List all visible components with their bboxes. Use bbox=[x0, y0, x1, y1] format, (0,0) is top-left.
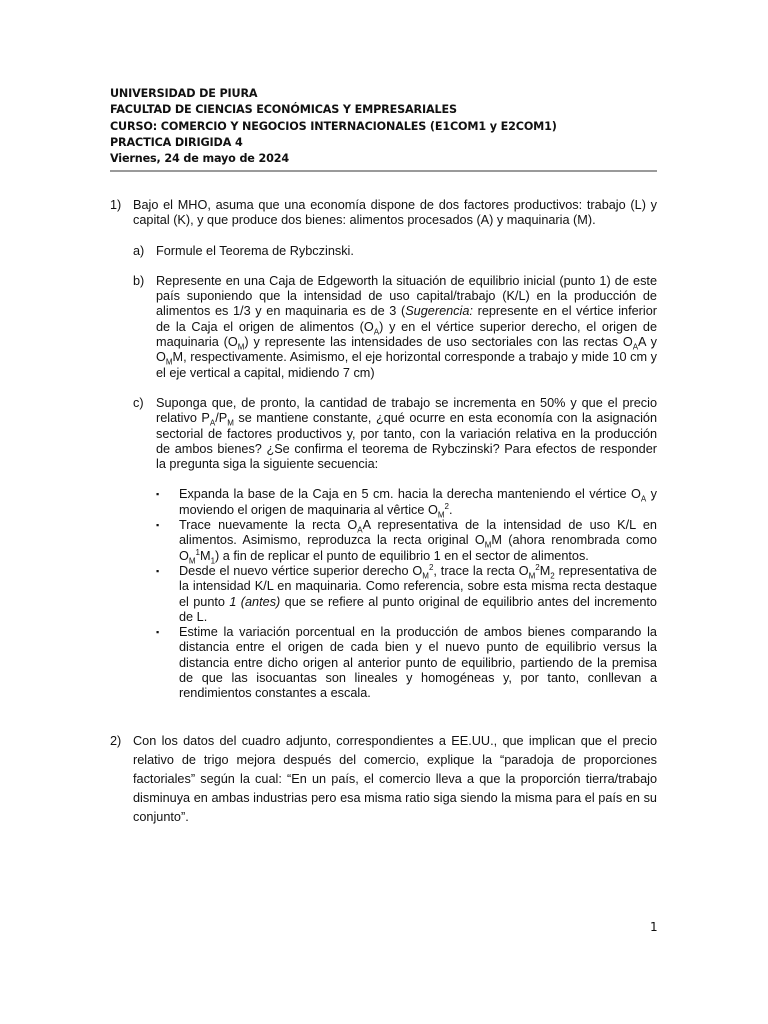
subquestion-text: Represente en una Caja de Edgeworth la situación de equilibrio inicial (punto 1) de este país suponiendo que la intensidad de uso capital/trabajo (K/L) en la producción de alimentos es 1/3 y en maquinaria es de 3 (Sugerencia: represente en el vértice inferior de la Caja el origen de alimentos $(O_A)$ y en el vértice superior derecho, el origen de maquinaria $(O_M)$ y represente las intensidades de uso sectoriales con las rectas $O_AA$ y $O_MM$, respectivamente. Asimismo, el eje horizontal corresponde a trabajo y mide 10 cm y el eje vertical a capital, midiendo 7 cm) bbox=[156, 273, 658, 380]
subquestion-label: c) bbox=[133, 395, 144, 410]
question-1a bbox=[133, 244, 657, 259]
list-item bbox=[156, 625, 657, 701]
question-1 bbox=[110, 198, 657, 702]
list-item-text: Expanda la base de la Caja en 5 cm. hacia la derecha manteniendo el vértice $O_A$ y moviendo el origen de maquinaria al vêrtice $O_M^2$. bbox=[179, 487, 657, 520]
list-item bbox=[156, 518, 657, 564]
question-1-content bbox=[133, 198, 657, 702]
question-1c bbox=[133, 396, 657, 702]
subquestion-label: b) bbox=[133, 273, 145, 288]
subquestion-text: Formule el Teorema de Rybczinski. bbox=[156, 243, 354, 258]
question-number: 1) bbox=[110, 198, 122, 212]
subquestion-content bbox=[156, 396, 657, 702]
document-date: Viernes, 24 de mayo de 2024 bbox=[110, 152, 290, 166]
page-number: 1 bbox=[650, 920, 658, 934]
subquestion-text: Suponga que, de pronto, la cantidad de trabajo se incrementa en 50% y que el precio relativo $P_A/P_M$ se mantiene constante, ¿qué ocurre en esta economía con la asignación sectorial de factores productivos y, por tanto, con la variación relativa en la producción de ambos bienes? ¿Se confirma el teorema de Rybczinski? Para efectos de responder la pregunta siga la siguiente secuencia: bbox=[156, 395, 658, 472]
list-item-text: Estime la variación porcentual en la producción de ambos bienes comparando la distancia entre el origen de cada bien y el nuevo punto de equilibrio versus la distancia entre dicho origen al anterior punto de equilibrio, partiendo de la premisa de que las isocuantas son lineales y homogéneas y, por tanto, conllevan a rendimientos constantes a escala. bbox=[179, 625, 657, 701]
document-header bbox=[110, 86, 657, 172]
question-2 bbox=[110, 732, 657, 827]
faculty-name: FACULTAD DE CIENCIAS ECONÓMICAS Y EMPRESARIALES bbox=[110, 103, 457, 117]
list-item bbox=[156, 487, 657, 518]
practice-title: PRACTICA DIRIGIDA 4 bbox=[110, 135, 243, 149]
list-item bbox=[156, 564, 657, 625]
question-1b bbox=[133, 274, 657, 381]
list-item-text: Trace nuevamente la recta $O_AA$ representativa de la intensidad de uso K/L en alimentos. Asimismo, reproduzca la recta original $O_MM$ (ahora renombrada como $O_M^1M_1$) a fin de replicar el punto de equilibrio 1 en el sector de alimentos. bbox=[179, 518, 657, 566]
list-item-text: Desde el nuevo vértice superior derecho $O_M^2$, trace la recta $O_M^2M_2$ representativa de la intensidad K/L en maquinaria. Como referencia, sobre esta misma recta destaque el punto 1 (antes) que se refiere al punto original de equilibrio antes del incremento de L. bbox=[179, 562, 657, 624]
bullet-icon: ▪ bbox=[156, 520, 160, 531]
bullet-icon: ▪ bbox=[156, 627, 160, 638]
question-number: 2) bbox=[110, 733, 122, 748]
university-name: UNIVERSIDAD DE PIURA bbox=[110, 87, 258, 100]
subquestion-label: a) bbox=[133, 243, 145, 258]
question-1-text: Bajo el MHO, asuma que una economía dispone de dos factores productivos: trabajo (L) y capital (K), y que produce dos bienes: alimentos procesados (A) y maquinaria (M). bbox=[133, 198, 657, 228]
step-list bbox=[156, 487, 657, 701]
bullet-icon: ▪ bbox=[156, 565, 160, 576]
bullet-icon: ▪ bbox=[156, 489, 160, 500]
course-name: CURSO: COMERCIO Y NEGOCIOS INTERNACIONALES (E1COM1 y E2COM1) bbox=[110, 119, 557, 133]
document-body bbox=[110, 198, 657, 827]
question-2-text: Con los datos del cuadro adjunto, correspondientes a EE.UU., que implican que el precio relativo de trigo mejora después del comercio, explique la “paradoja de proporciones factoriales” según la cual: “En un país, el comercio lleva a que la proporción tierra/trabajo disminuya en ambas industrias pero esa misma ratio siga siendo la misma para el país en su conjunto”. bbox=[133, 733, 657, 824]
